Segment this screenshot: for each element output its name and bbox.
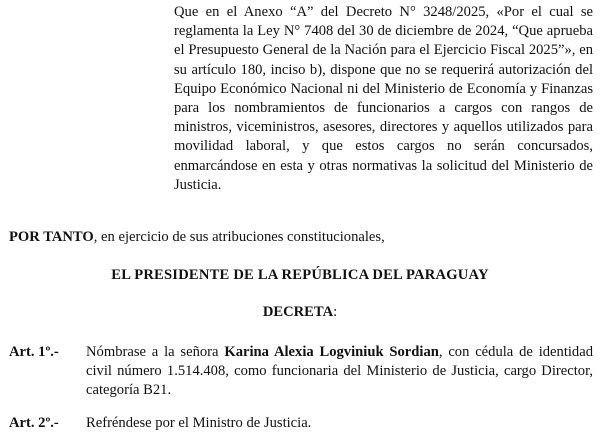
por-tanto-label: POR TANTO (9, 229, 94, 245)
article-1-label: Art. 1º.- (9, 344, 59, 360)
article-2-body: Refréndese por el Ministro de Justicia. (86, 415, 312, 431)
por-tanto-text: , en ejercicio de sus atribuciones constitucionales, (93, 229, 385, 245)
decreta-suffix: : (333, 304, 338, 320)
article-1-text-before: Nómbrase a la señora (86, 344, 225, 360)
article-1 (9, 343, 593, 401)
article-1-body (86, 343, 593, 401)
decreta-heading (0, 303, 600, 322)
article-2-label: Art. 2º.- (9, 415, 59, 431)
article-1-name: Karina Alexia Logviniuk Sordian (224, 344, 439, 360)
decreta-label: DECRETA (262, 304, 334, 320)
article-2 (9, 414, 593, 433)
president-heading: EL PRESIDENTE DE LA REPÚBLICA DEL PARAGUAY (111, 267, 489, 283)
article-1-text-after: , con cédula de identidad civil número 1.514.408, como funcionaria del Ministerio de Justicia, cargo Director, categoría B21. (86, 344, 593, 399)
por-tanto-paragraph (9, 228, 589, 247)
considerando-paragraph: Que en el Anexo “A” del Decreto N° 3248/2025, «Por el cual se reglamenta la Ley N° 7408 del 30 de diciembre de 2024, “Que aprueba el Presupuesto General de la Nación para el Ejercicio Fiscal 2025”», en su artículo 180, inciso b), dispone que no se requerirá autorización del Equipo Económico Nacional ni del Ministerio de Economía y Finanzas para los nombramientos de funcionarios a cargos con rangos de ministros, viceministros, asesores, directores y aquellos utilizados para movilidad laboral, y que estos cargos no serán concursados, enmarcándose en esta y otras normativas la solicitud del Ministerio de Justicia. (174, 4, 593, 193)
